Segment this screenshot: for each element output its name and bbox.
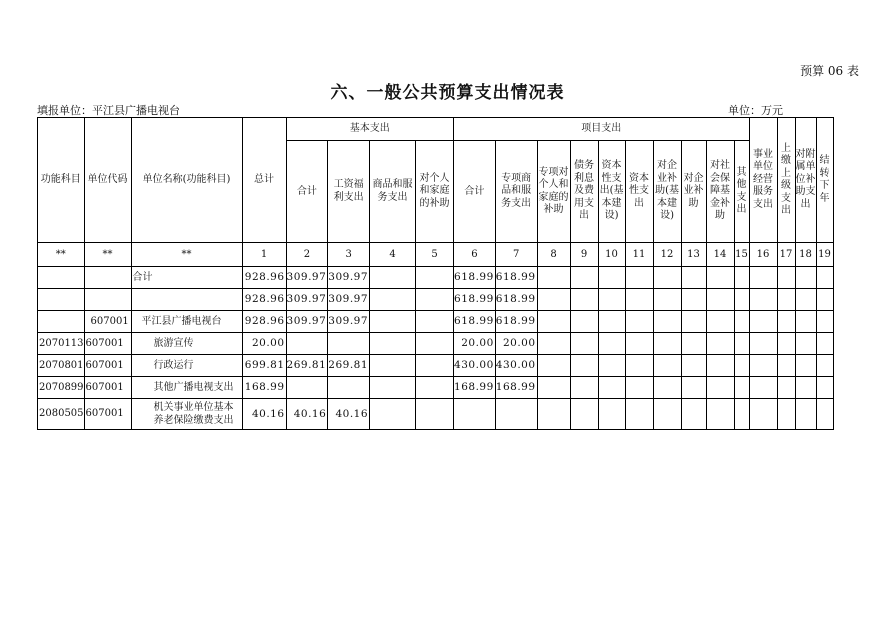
- cell-empty: [681, 377, 706, 399]
- cell-proj-goods: 618.99: [495, 311, 537, 333]
- table-row: [38, 399, 834, 430]
- cell-basic: 309.97: [286, 311, 328, 333]
- cell-goods: [370, 399, 416, 430]
- cell-func: [38, 289, 85, 311]
- unit-label: 单位：万元: [728, 104, 783, 117]
- cell-empty: [816, 289, 833, 311]
- cell-wage: [328, 377, 370, 399]
- header-group-project: 项目支出: [454, 118, 750, 141]
- cell-empty: [625, 267, 653, 289]
- cell-empty: [537, 267, 570, 289]
- column-number-cell: 16: [749, 243, 777, 267]
- cell-empty: [653, 289, 681, 311]
- cell-empty: [625, 333, 653, 355]
- cell-empty: [653, 399, 681, 430]
- cell-empty: [777, 399, 795, 430]
- cell-empty: [749, 355, 777, 377]
- cell-empty: [749, 333, 777, 355]
- cell-empty: [653, 377, 681, 399]
- cell-empty: [598, 333, 625, 355]
- column-number-cell: 4: [370, 243, 416, 267]
- cell-personal: [416, 355, 454, 377]
- cell-name: 其他广播电视支出: [131, 377, 242, 399]
- column-number-cell: 18: [795, 243, 816, 267]
- column-number-cell: 8: [537, 243, 570, 267]
- cell-name: 平江县广播电视台: [131, 311, 242, 333]
- table-row: [38, 355, 834, 377]
- cell-code: [84, 289, 131, 311]
- cell-empty: [749, 399, 777, 430]
- cell-empty: [598, 311, 625, 333]
- column-number-cell: 9: [570, 243, 598, 267]
- column-number-cell: 6: [454, 243, 496, 267]
- cell-empty: [795, 399, 816, 430]
- cell-empty: [706, 399, 734, 430]
- cell-empty: [625, 377, 653, 399]
- cell-wage: 40.16: [328, 399, 370, 430]
- header-goods: 商品和服务支出: [370, 141, 416, 243]
- cell-empty: [706, 289, 734, 311]
- header-enterprise-build: 对企业补助(基本建设): [653, 141, 681, 243]
- cell-empty: [598, 399, 625, 430]
- cell-func: 2070801: [38, 355, 85, 377]
- cell-total: 928.96: [242, 267, 286, 289]
- cell-empty: [681, 311, 706, 333]
- cell-empty: [734, 267, 749, 289]
- column-number-cell: 11: [625, 243, 653, 267]
- cell-func: 2070899: [38, 377, 85, 399]
- column-number-cell: **: [38, 243, 85, 267]
- cell-proj-goods: 618.99: [495, 289, 537, 311]
- cell-personal: [416, 311, 454, 333]
- cell-empty: [653, 267, 681, 289]
- header-upper: 上缴上级支出: [777, 118, 795, 243]
- cell-proj: 618.99: [454, 311, 496, 333]
- header-basic-total: 合计: [286, 141, 328, 243]
- cell-proj: 618.99: [454, 267, 496, 289]
- cell-empty: [598, 267, 625, 289]
- cell-proj-goods: [495, 399, 537, 430]
- cell-empty: [816, 355, 833, 377]
- header-capital-build: 资本性支出(基本建设): [598, 141, 625, 243]
- cell-name: 机关事业单位基本养老保险缴费支出: [131, 399, 242, 430]
- form-number: 预算 06 表: [800, 64, 859, 78]
- column-number-cell: 12: [653, 243, 681, 267]
- cell-total: 40.16: [242, 399, 286, 430]
- cell-proj-goods: 20.00: [495, 333, 537, 355]
- cell-empty: [625, 311, 653, 333]
- cell-proj: 20.00: [454, 333, 496, 355]
- cell-total: 168.99: [242, 377, 286, 399]
- cell-personal: [416, 377, 454, 399]
- cell-empty: [681, 267, 706, 289]
- cell-empty: [795, 355, 816, 377]
- cell-func: 2080505: [38, 399, 85, 430]
- cell-empty: [749, 377, 777, 399]
- cell-basic: 269.81: [286, 355, 328, 377]
- cell-wage: 309.97: [328, 267, 370, 289]
- header-proj-total: 合计: [454, 141, 496, 243]
- cell-empty: [570, 377, 598, 399]
- table-row: [38, 289, 834, 311]
- cell-name: 行政运行: [131, 355, 242, 377]
- cell-empty: [734, 311, 749, 333]
- cell-name: 旅游宣传: [131, 333, 242, 355]
- column-number-cell: **: [84, 243, 131, 267]
- cell-proj: 430.00: [454, 355, 496, 377]
- cell-proj: 168.99: [454, 377, 496, 399]
- cell-empty: [625, 399, 653, 430]
- header-capital: 资本性支出: [625, 141, 653, 243]
- page-title: 六、一般公共预算支出情况表: [330, 83, 565, 103]
- header-wage: 工资福利支出: [328, 141, 370, 243]
- cell-empty: [706, 377, 734, 399]
- cell-empty: [734, 377, 749, 399]
- column-number-cell: 15: [734, 243, 749, 267]
- cell-empty: [653, 333, 681, 355]
- cell-code: 607001: [84, 377, 131, 399]
- cell-empty: [816, 311, 833, 333]
- cell-name: 合计: [131, 267, 242, 289]
- cell-basic: 309.97: [286, 289, 328, 311]
- cell-empty: [816, 267, 833, 289]
- cell-total: 699.81: [242, 355, 286, 377]
- cell-empty: [681, 289, 706, 311]
- cell-empty: [777, 355, 795, 377]
- cell-empty: [570, 399, 598, 430]
- cell-personal: [416, 289, 454, 311]
- cell-empty: [681, 355, 706, 377]
- header-debt: 债务利息及费用支出: [570, 141, 598, 243]
- cell-basic: 309.97: [286, 267, 328, 289]
- cell-goods: [370, 377, 416, 399]
- cell-empty: [734, 355, 749, 377]
- cell-empty: [537, 311, 570, 333]
- header-personal: 对个人和家庭的补助: [416, 141, 454, 243]
- cell-empty: [537, 355, 570, 377]
- cell-func: [38, 267, 85, 289]
- cell-empty: [749, 311, 777, 333]
- cell-empty: [795, 333, 816, 355]
- cell-code: 607001: [84, 355, 131, 377]
- header-group-basic: 基本支出: [286, 118, 454, 141]
- header-other: 其他支出: [734, 141, 749, 243]
- cell-empty: [598, 377, 625, 399]
- cell-func: [38, 311, 85, 333]
- column-number-cell: 17: [777, 243, 795, 267]
- header-func-subject: 功能科目: [38, 118, 85, 243]
- cell-total: 20.00: [242, 333, 286, 355]
- cell-empty: [537, 289, 570, 311]
- column-number-cell: 2: [286, 243, 328, 267]
- cell-goods: [370, 267, 416, 289]
- cell-goods: [370, 355, 416, 377]
- cell-proj-goods: 430.00: [495, 355, 537, 377]
- table-row: [38, 377, 834, 399]
- table-row: [38, 267, 834, 289]
- cell-empty: [570, 311, 598, 333]
- table-row: [38, 333, 834, 355]
- cell-personal: [416, 399, 454, 430]
- cell-proj-goods: 618.99: [495, 267, 537, 289]
- header-proj-goods: 专项商品和服务支出: [495, 141, 537, 243]
- cell-empty: [734, 333, 749, 355]
- cell-empty: [653, 355, 681, 377]
- cell-empty: [537, 333, 570, 355]
- budget-table: [37, 117, 834, 430]
- column-number-cell: 1: [242, 243, 286, 267]
- cell-total: 928.96: [242, 311, 286, 333]
- cell-goods: [370, 311, 416, 333]
- column-number-cell: 7: [495, 243, 537, 267]
- cell-empty: [625, 355, 653, 377]
- cell-empty: [777, 311, 795, 333]
- column-number-cell: **: [131, 243, 242, 267]
- cell-empty: [706, 311, 734, 333]
- cell-empty: [816, 333, 833, 355]
- cell-empty: [816, 377, 833, 399]
- cell-empty: [537, 399, 570, 430]
- header-affiliated: 对附属单位补助支出: [795, 118, 816, 243]
- cell-empty: [570, 333, 598, 355]
- cell-goods: [370, 289, 416, 311]
- cell-basic: [286, 377, 328, 399]
- header-business: 事业单位经营服务支出: [749, 118, 777, 243]
- cell-empty: [653, 311, 681, 333]
- cell-empty: [681, 399, 706, 430]
- cell-code: [84, 267, 131, 289]
- cell-empty: [749, 289, 777, 311]
- column-number-cell: 13: [681, 243, 706, 267]
- cell-wage: [328, 333, 370, 355]
- cell-code: 607001: [84, 399, 131, 430]
- column-number-cell: 3: [328, 243, 370, 267]
- column-number-cell: 14: [706, 243, 734, 267]
- header-social-fund: 对社会保障基金补助: [706, 141, 734, 243]
- cell-total: 928.96: [242, 289, 286, 311]
- cell-proj: [454, 399, 496, 430]
- header-carry: 结转下年: [816, 118, 833, 243]
- cell-proj-goods: 168.99: [495, 377, 537, 399]
- column-number-row: [38, 243, 834, 267]
- header-total: 总计: [242, 118, 286, 243]
- cell-empty: [570, 355, 598, 377]
- cell-empty: [816, 399, 833, 430]
- cell-personal: [416, 333, 454, 355]
- cell-empty: [777, 267, 795, 289]
- cell-empty: [706, 355, 734, 377]
- cell-name: [131, 289, 242, 311]
- cell-empty: [795, 289, 816, 311]
- header-enterprise: 对企业补助: [681, 141, 706, 243]
- cell-code: 607001: [84, 311, 131, 333]
- cell-empty: [777, 289, 795, 311]
- filling-unit-label: 填报单位：平江县广播电视台: [37, 104, 180, 117]
- cell-empty: [681, 333, 706, 355]
- cell-empty: [795, 311, 816, 333]
- cell-goods: [370, 333, 416, 355]
- column-number-cell: 10: [598, 243, 625, 267]
- cell-empty: [795, 377, 816, 399]
- cell-empty: [777, 377, 795, 399]
- cell-wage: 309.97: [328, 311, 370, 333]
- cell-wage: 309.97: [328, 289, 370, 311]
- header-unit-name: 单位名称(功能科目): [131, 118, 242, 243]
- cell-func: 2070113: [38, 333, 85, 355]
- cell-empty: [777, 333, 795, 355]
- cell-empty: [734, 399, 749, 430]
- cell-empty: [570, 267, 598, 289]
- cell-basic: [286, 333, 328, 355]
- column-number-cell: 19: [816, 243, 833, 267]
- column-number-cell: 5: [416, 243, 454, 267]
- cell-empty: [537, 377, 570, 399]
- cell-proj: 618.99: [454, 289, 496, 311]
- cell-empty: [706, 267, 734, 289]
- table-row: [38, 311, 834, 333]
- cell-empty: [570, 289, 598, 311]
- header-unit-code: 单位代码: [84, 118, 131, 243]
- cell-empty: [598, 355, 625, 377]
- cell-wage: 269.81: [328, 355, 370, 377]
- cell-empty: [795, 267, 816, 289]
- cell-empty: [625, 289, 653, 311]
- cell-code: 607001: [84, 333, 131, 355]
- cell-personal: [416, 267, 454, 289]
- cell-empty: [598, 289, 625, 311]
- cell-basic: 40.16: [286, 399, 328, 430]
- cell-empty: [706, 333, 734, 355]
- header-proj-personal: 专项对个人和家庭的补助: [537, 141, 570, 243]
- cell-empty: [749, 267, 777, 289]
- cell-empty: [734, 289, 749, 311]
